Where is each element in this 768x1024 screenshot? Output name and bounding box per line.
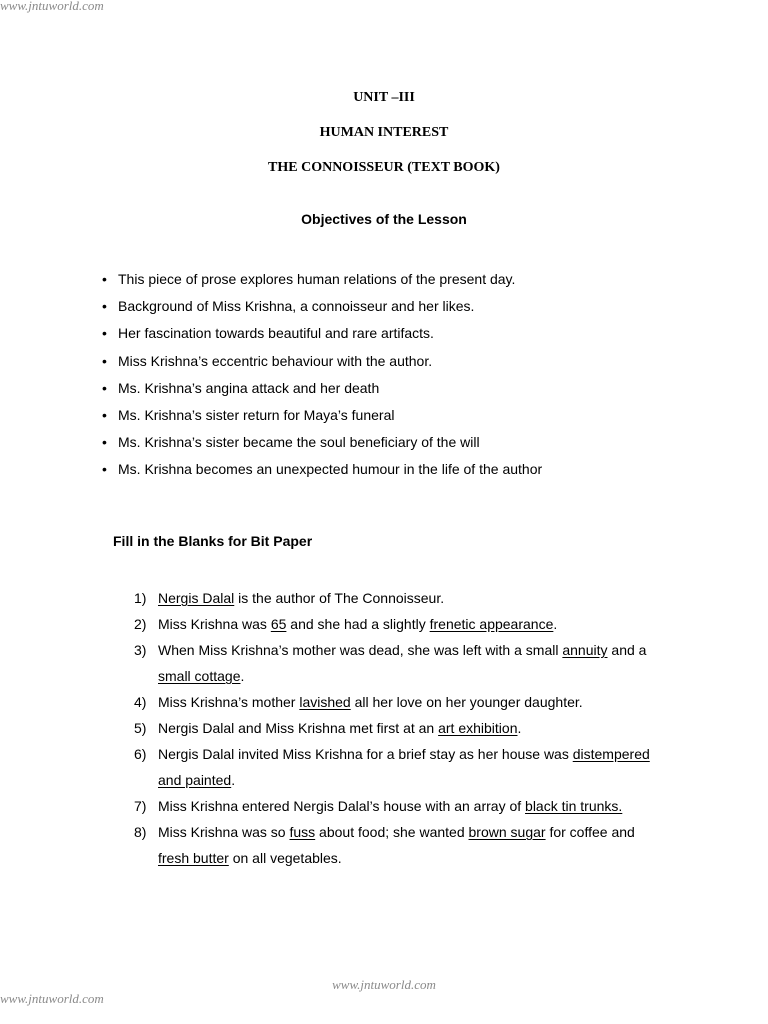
objective-text: Background of Miss Krishna, a connoisseur and her likes. bbox=[118, 298, 475, 315]
answer-blank: frenetic appearance bbox=[429, 616, 554, 632]
question-text: Miss Krishna was bbox=[158, 616, 271, 632]
theme-heading: HUMAN INTEREST bbox=[319, 125, 449, 140]
answer-blank: annuity bbox=[562, 642, 608, 658]
question-number: 8) bbox=[134, 824, 147, 840]
question-number: 2) bbox=[134, 616, 147, 632]
question-text: Nergis Dalal and Miss Krishna met first at an bbox=[158, 720, 439, 736]
question-text: Miss Krishna’s mother bbox=[158, 694, 300, 710]
question-item bbox=[134, 715, 654, 741]
question-number: 4) bbox=[134, 694, 147, 710]
question-number: 7) bbox=[134, 798, 147, 814]
question-text: and a bbox=[607, 642, 647, 658]
objective-text: Ms. Krishna becomes an unexpected humour in the life of the author bbox=[118, 461, 543, 478]
objective-item bbox=[102, 320, 542, 347]
unit-heading: UNIT –III bbox=[353, 90, 415, 105]
objectives-title: Objectives of the Lesson bbox=[301, 211, 467, 227]
answer-blank: lavished bbox=[299, 694, 351, 710]
question-text: for coffee and bbox=[545, 824, 635, 840]
objective-item bbox=[102, 429, 542, 456]
objective-item bbox=[102, 293, 542, 320]
objectives-list bbox=[102, 266, 542, 484]
watermark-bottom-left: www.jntuworld.com bbox=[0, 991, 104, 1006]
question-text: When Miss Krishna’s mother was dead, she was left with a small bbox=[158, 642, 563, 658]
objective-text: Ms. Krishna’s angina attack and her death bbox=[118, 379, 380, 396]
answer-blank: black tin trunks. bbox=[525, 798, 623, 814]
objective-text: This piece of prose explores human relations of the present day. bbox=[118, 271, 516, 287]
question-text: Miss Krishna was so bbox=[158, 824, 290, 840]
objective-text: Miss Krishna’s eccentric behaviour with the author. bbox=[118, 352, 433, 369]
question-text: is the author of The Connoisseur. bbox=[234, 590, 445, 606]
bullet-icon: • bbox=[102, 461, 107, 478]
objective-text: Ms. Krishna’s sister return for Maya’s funeral bbox=[118, 406, 395, 423]
question-item bbox=[134, 793, 654, 819]
question-text: . bbox=[553, 616, 558, 632]
answer-blank: brown sugar bbox=[468, 824, 546, 840]
question-item bbox=[134, 689, 654, 715]
lesson-heading: THE CONNOISSEUR (TEXT BOOK) bbox=[268, 160, 500, 175]
bullet-icon: • bbox=[102, 298, 107, 315]
objective-item bbox=[102, 348, 542, 375]
objective-item bbox=[102, 266, 542, 293]
answer-blank: art exhibition bbox=[438, 720, 518, 736]
question-text: Miss Krishna entered Nergis Dalal’s house with an array of bbox=[158, 798, 526, 814]
question-item bbox=[134, 637, 654, 689]
question-number: 5) bbox=[134, 720, 147, 736]
question-text: . bbox=[240, 668, 245, 684]
question-text: . bbox=[231, 772, 236, 788]
bullet-icon: • bbox=[102, 434, 107, 451]
objective-text: Her fascination towards beautiful and rare artifacts. bbox=[118, 325, 434, 342]
question-number: 1) bbox=[134, 590, 147, 606]
objective-text: Ms. Krishna’s sister became the soul beneficiary of the will bbox=[118, 434, 480, 451]
bullet-icon: • bbox=[102, 352, 107, 369]
question-item bbox=[134, 611, 654, 637]
question-number: 3) bbox=[134, 642, 147, 658]
question-number: 6) bbox=[134, 746, 147, 762]
question-text: on all vegetables. bbox=[228, 850, 342, 866]
objective-item bbox=[102, 375, 542, 402]
objective-item bbox=[102, 456, 542, 483]
bullet-icon: • bbox=[102, 406, 107, 423]
question-text: Nergis Dalal invited Miss Krishna for a brief stay as her house was bbox=[158, 746, 573, 762]
fill-in-title: Fill in the Blanks for Bit Paper bbox=[113, 533, 313, 549]
answer-blank: distempered and painted bbox=[158, 746, 650, 788]
question-item bbox=[134, 585, 654, 611]
watermark-top: www.jntuworld.com bbox=[0, 0, 104, 13]
question-text: and she had a slightly bbox=[286, 616, 430, 632]
question-text: all her love on her younger daughter. bbox=[350, 694, 583, 710]
bullet-icon: • bbox=[102, 325, 107, 342]
answer-blank: Nergis Dalal bbox=[158, 590, 235, 606]
question-item bbox=[134, 741, 654, 793]
answer-blank: small cottage bbox=[158, 668, 241, 684]
objective-item bbox=[102, 402, 542, 429]
fill-in-list bbox=[134, 585, 654, 871]
answer-blank: fresh butter bbox=[158, 850, 229, 866]
bullet-icon: • bbox=[102, 379, 107, 396]
question-item bbox=[134, 819, 654, 871]
answer-blank: 65 bbox=[270, 616, 287, 632]
bullet-icon: • bbox=[102, 271, 107, 287]
answer-blank: fuss bbox=[289, 824, 316, 840]
watermark-bottom-center: www.jntuworld.com bbox=[332, 977, 436, 992]
question-text: about food; she wanted bbox=[315, 824, 469, 840]
question-text: . bbox=[517, 720, 522, 736]
